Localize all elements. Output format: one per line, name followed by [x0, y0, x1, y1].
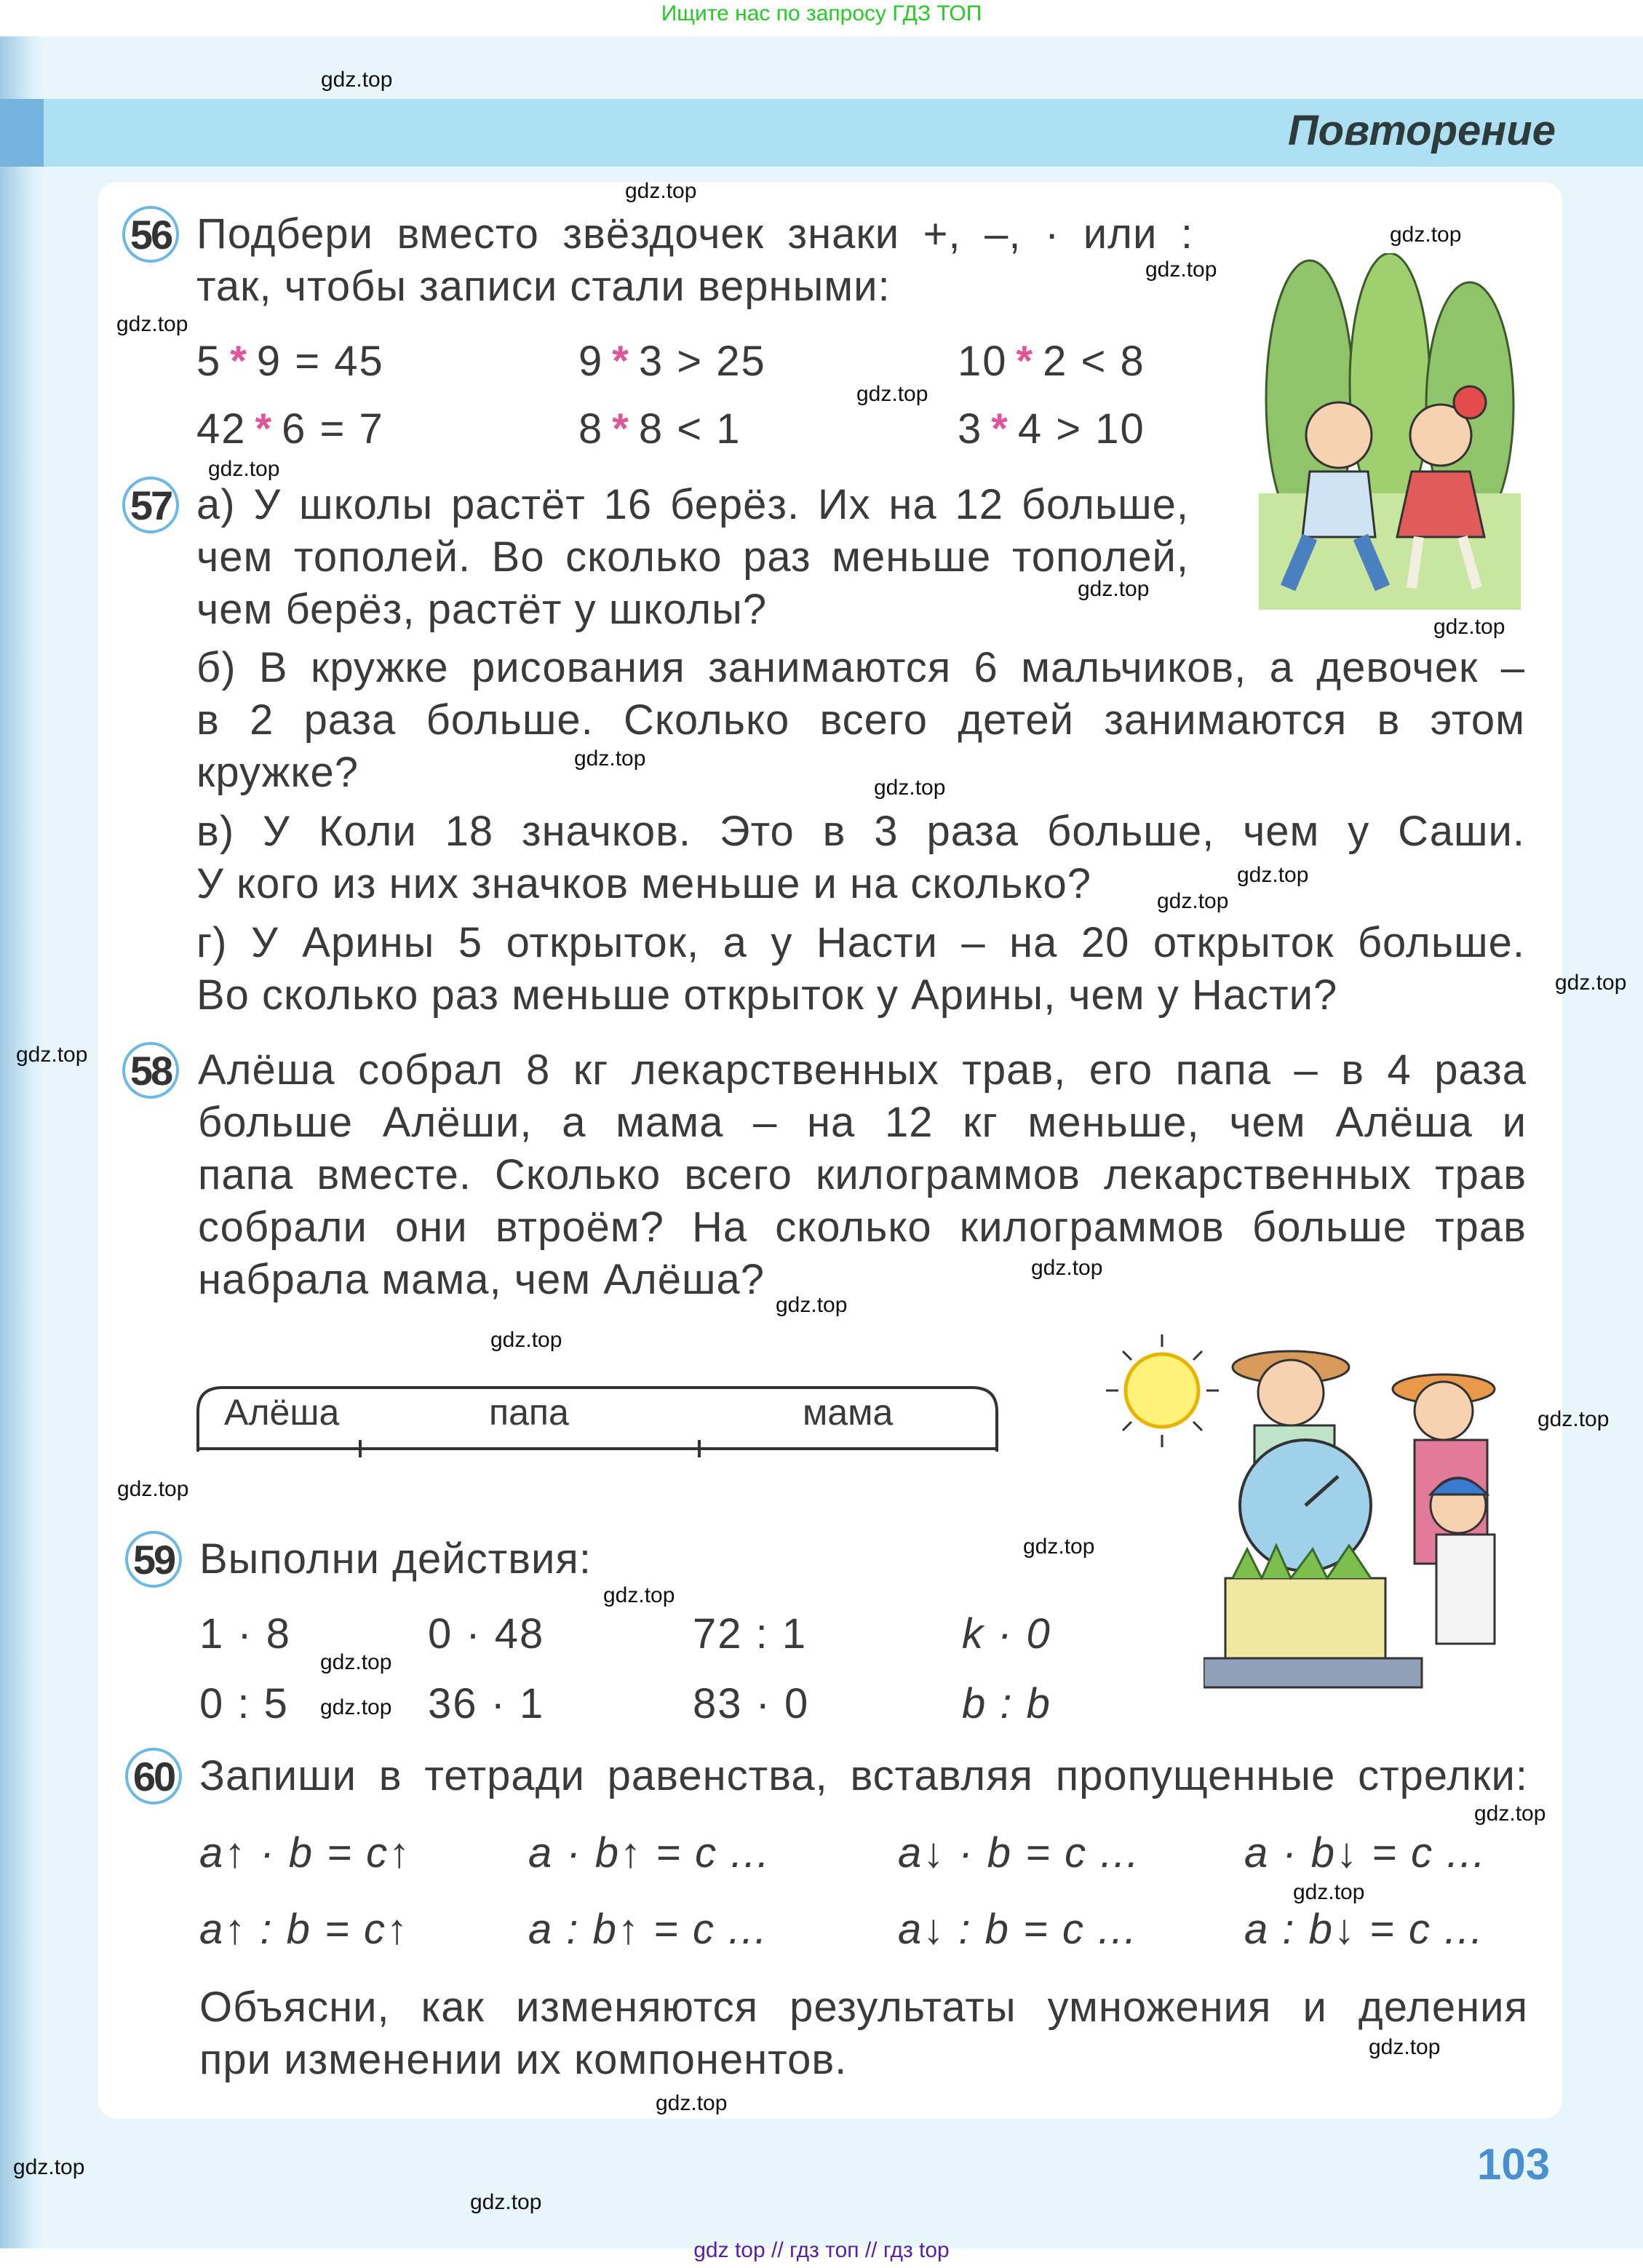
equation: [578, 335, 766, 388]
task-number-60: 60: [125, 1748, 182, 1805]
eq-left: 42: [196, 405, 247, 453]
watermark-text: gdz.top: [1474, 1802, 1546, 1826]
expression: 0 : 5: [199, 1680, 289, 1727]
arrow-equality: a : b↑ = c ...: [528, 1906, 768, 1953]
task-58-text: [198, 1044, 1527, 1306]
page-number: 103: [1477, 2140, 1551, 2189]
eq-right: 6 = 7: [282, 405, 384, 453]
text-line: Во сколько раз меньше открыток у Арины, чем у Насти?: [196, 971, 1338, 1019]
asterisk-icon: *: [230, 338, 248, 385]
watermark-text: gdz.top: [776, 1293, 848, 1317]
arrow-equality: a↓ · b = c ...: [898, 1829, 1140, 1877]
text-line: в 2 раза больше. Сколько всего детей занимаются в этом: [196, 696, 1525, 744]
equation: [958, 335, 1145, 388]
watermark-text: gdz.top: [116, 312, 188, 336]
expression: 83 · 0: [693, 1680, 810, 1727]
section-header-edge: [0, 99, 44, 167]
text-line: при изменении их компонентов.: [199, 2036, 848, 2083]
watermark-text: gdz.top: [1023, 1535, 1095, 1559]
asterisk-icon: *: [612, 405, 630, 453]
arrow-equality: a↓ : b = c ...: [898, 1906, 1138, 1953]
watermark-text: gdz.top: [1293, 1880, 1365, 1904]
watermark-text: gdz.top: [320, 1695, 392, 1719]
text-line: больше Алёши, а мама – на 12 кг меньше, чем Алёша и: [198, 1099, 1527, 1146]
asterisk-icon: *: [255, 405, 274, 453]
asterisk-icon: *: [1016, 338, 1035, 385]
text-line: собрали они втроём? На сколько килограммов больше трав: [198, 1203, 1527, 1251]
text-line: в) У Коли 18 значков. Это в 3 раза больше, чем у Саши.: [196, 808, 1525, 855]
arrow-equality: a↑ : b = c↑: [199, 1906, 409, 1953]
task-57b-text: [196, 642, 1525, 799]
page-spine: [0, 36, 44, 2248]
task-number-58: 58: [122, 1042, 179, 1099]
eq-left: 9: [578, 338, 604, 385]
diagram-label-alyosha: Алёша: [224, 1392, 340, 1433]
task-59-title: Выполни действия:: [199, 1535, 592, 1583]
text-line: г) У Арины 5 открыток, а у Насти – на 20 открыток больше.: [196, 919, 1525, 966]
top-banner-text[interactable]: Ищите нас по запросу ГДЗ ТОП: [661, 1, 982, 25]
expression: k · 0: [962, 1610, 1051, 1658]
text-line: Запиши в тетради равенства, вставляя пропущенные стрелки:: [199, 1752, 1528, 1799]
asterisk-icon: *: [612, 338, 630, 385]
eq-left: 5: [196, 338, 222, 385]
text-line: папа вместе. Сколько всего килограммов лекарственных трав: [198, 1151, 1527, 1198]
text-line: чем тополей. Во сколько раз меньше тополей,: [196, 533, 1189, 581]
kids-trees-illustration: [1259, 253, 1521, 610]
text-line: а) У школы растёт 16 берёз. Их на 12 больше,: [196, 481, 1189, 528]
kids-scale-illustration: [1204, 1338, 1531, 1702]
watermark-text: gdz.top: [574, 747, 646, 771]
watermark-text: gdz.top: [1031, 1256, 1103, 1280]
task-57a-text: [196, 479, 1189, 636]
asterisk-icon: *: [991, 405, 1009, 453]
diagram-label-mama: мама: [803, 1392, 894, 1433]
text-line: б) В кружке рисования занимаются 6 мальчиков, а девочек –: [196, 644, 1525, 691]
eq-right: 8 < 1: [638, 405, 741, 453]
equation: [196, 335, 384, 388]
arrow-equality: a · b↑ = c ...: [528, 1829, 771, 1877]
equation: [958, 403, 1145, 455]
task-57v-text: [196, 805, 1525, 910]
text-line: так, чтобы записи стали верными:: [196, 263, 891, 310]
arrow-equality: a · b↓ = c ...: [1244, 1829, 1487, 1877]
watermark-text: gdz.top: [1157, 889, 1229, 913]
diagram-label-papa: папа: [489, 1392, 569, 1433]
eq-left: 10: [958, 338, 1008, 385]
watermark-text: gdz.top: [1145, 258, 1217, 282]
text-line: набрала мама, чем Алёша?: [198, 1256, 765, 1303]
eq-left: 8: [578, 405, 604, 453]
watermark-text: gdz.top: [874, 776, 946, 800]
watermark-text: gdz.top: [1433, 615, 1505, 639]
watermark-text: gdz.top: [1537, 1407, 1610, 1431]
watermark-text: gdz.top: [16, 1043, 88, 1067]
watermark-text: gdz.top: [1237, 863, 1309, 887]
watermark-text: gdz.top: [656, 2091, 728, 2115]
expression: 1 · 8: [199, 1610, 292, 1658]
watermark-text: gdz.top: [208, 457, 280, 481]
watermark-text: gdz.top: [470, 2190, 542, 2214]
eq-right: 4 > 10: [1017, 405, 1145, 453]
text-line: чем берёз, растёт у школы?: [196, 586, 768, 633]
expression: b : b: [962, 1680, 1051, 1727]
expression: 0 · 48: [428, 1610, 545, 1658]
bottom-links[interactable]: gdz top // гдз топ // гдз top: [693, 2238, 950, 2262]
eq-left: 3: [958, 405, 983, 453]
watermark-text: gdz.top: [320, 1650, 392, 1674]
task-number-57: 57: [122, 477, 179, 533]
watermark-text: gdz.top: [117, 1477, 189, 1501]
task-56-text: [196, 208, 1193, 313]
section-title: Повторение: [1287, 107, 1556, 154]
watermark-text: gdz.top: [625, 179, 697, 203]
eq-right: 2 < 8: [1043, 338, 1145, 385]
watermark-text: gdz.top: [1078, 577, 1150, 601]
eq-right: 3 > 25: [638, 338, 766, 385]
equation: [578, 403, 741, 455]
watermark-text: gdz.top: [321, 68, 393, 92]
equation: [196, 403, 384, 455]
text-line: Алёша собрал 8 кг лекарственных трав, его папа – в 4 раза: [198, 1046, 1527, 1094]
watermark-text: gdz.top: [603, 1583, 675, 1607]
task-number-56: 56: [122, 206, 179, 263]
task-60-explain: [199, 1981, 1528, 2086]
task-57g-text: [196, 917, 1525, 1022]
text-line: У кого из них значков меньше и на сколько?: [196, 860, 1091, 907]
watermark-text: gdz.top: [490, 1328, 562, 1352]
arrow-equality: a : b↓ = c ...: [1244, 1906, 1484, 1953]
watermark-text: gdz.top: [13, 2155, 85, 2179]
watermark-text: gdz.top: [1555, 971, 1627, 995]
text-line: Подбери вместо звёздочек знаки +, –, · или :: [196, 210, 1193, 258]
task-60-title: [199, 1750, 1528, 1802]
expression: 36 · 1: [428, 1680, 545, 1727]
watermark-text: gdz.top: [1369, 2035, 1441, 2059]
watermark-text: gdz.top: [856, 382, 928, 406]
eq-right: 9 = 45: [256, 338, 384, 385]
text-line: кружке?: [196, 749, 359, 796]
task-number-59: 59: [125, 1531, 182, 1588]
expression: 72 : 1: [693, 1610, 808, 1658]
watermark-text: gdz.top: [1390, 223, 1462, 247]
text-line: Объясни, как изменяются результаты умножения и деления: [199, 1983, 1528, 2031]
arrow-equality: a↑ · b = c↑: [199, 1829, 412, 1877]
